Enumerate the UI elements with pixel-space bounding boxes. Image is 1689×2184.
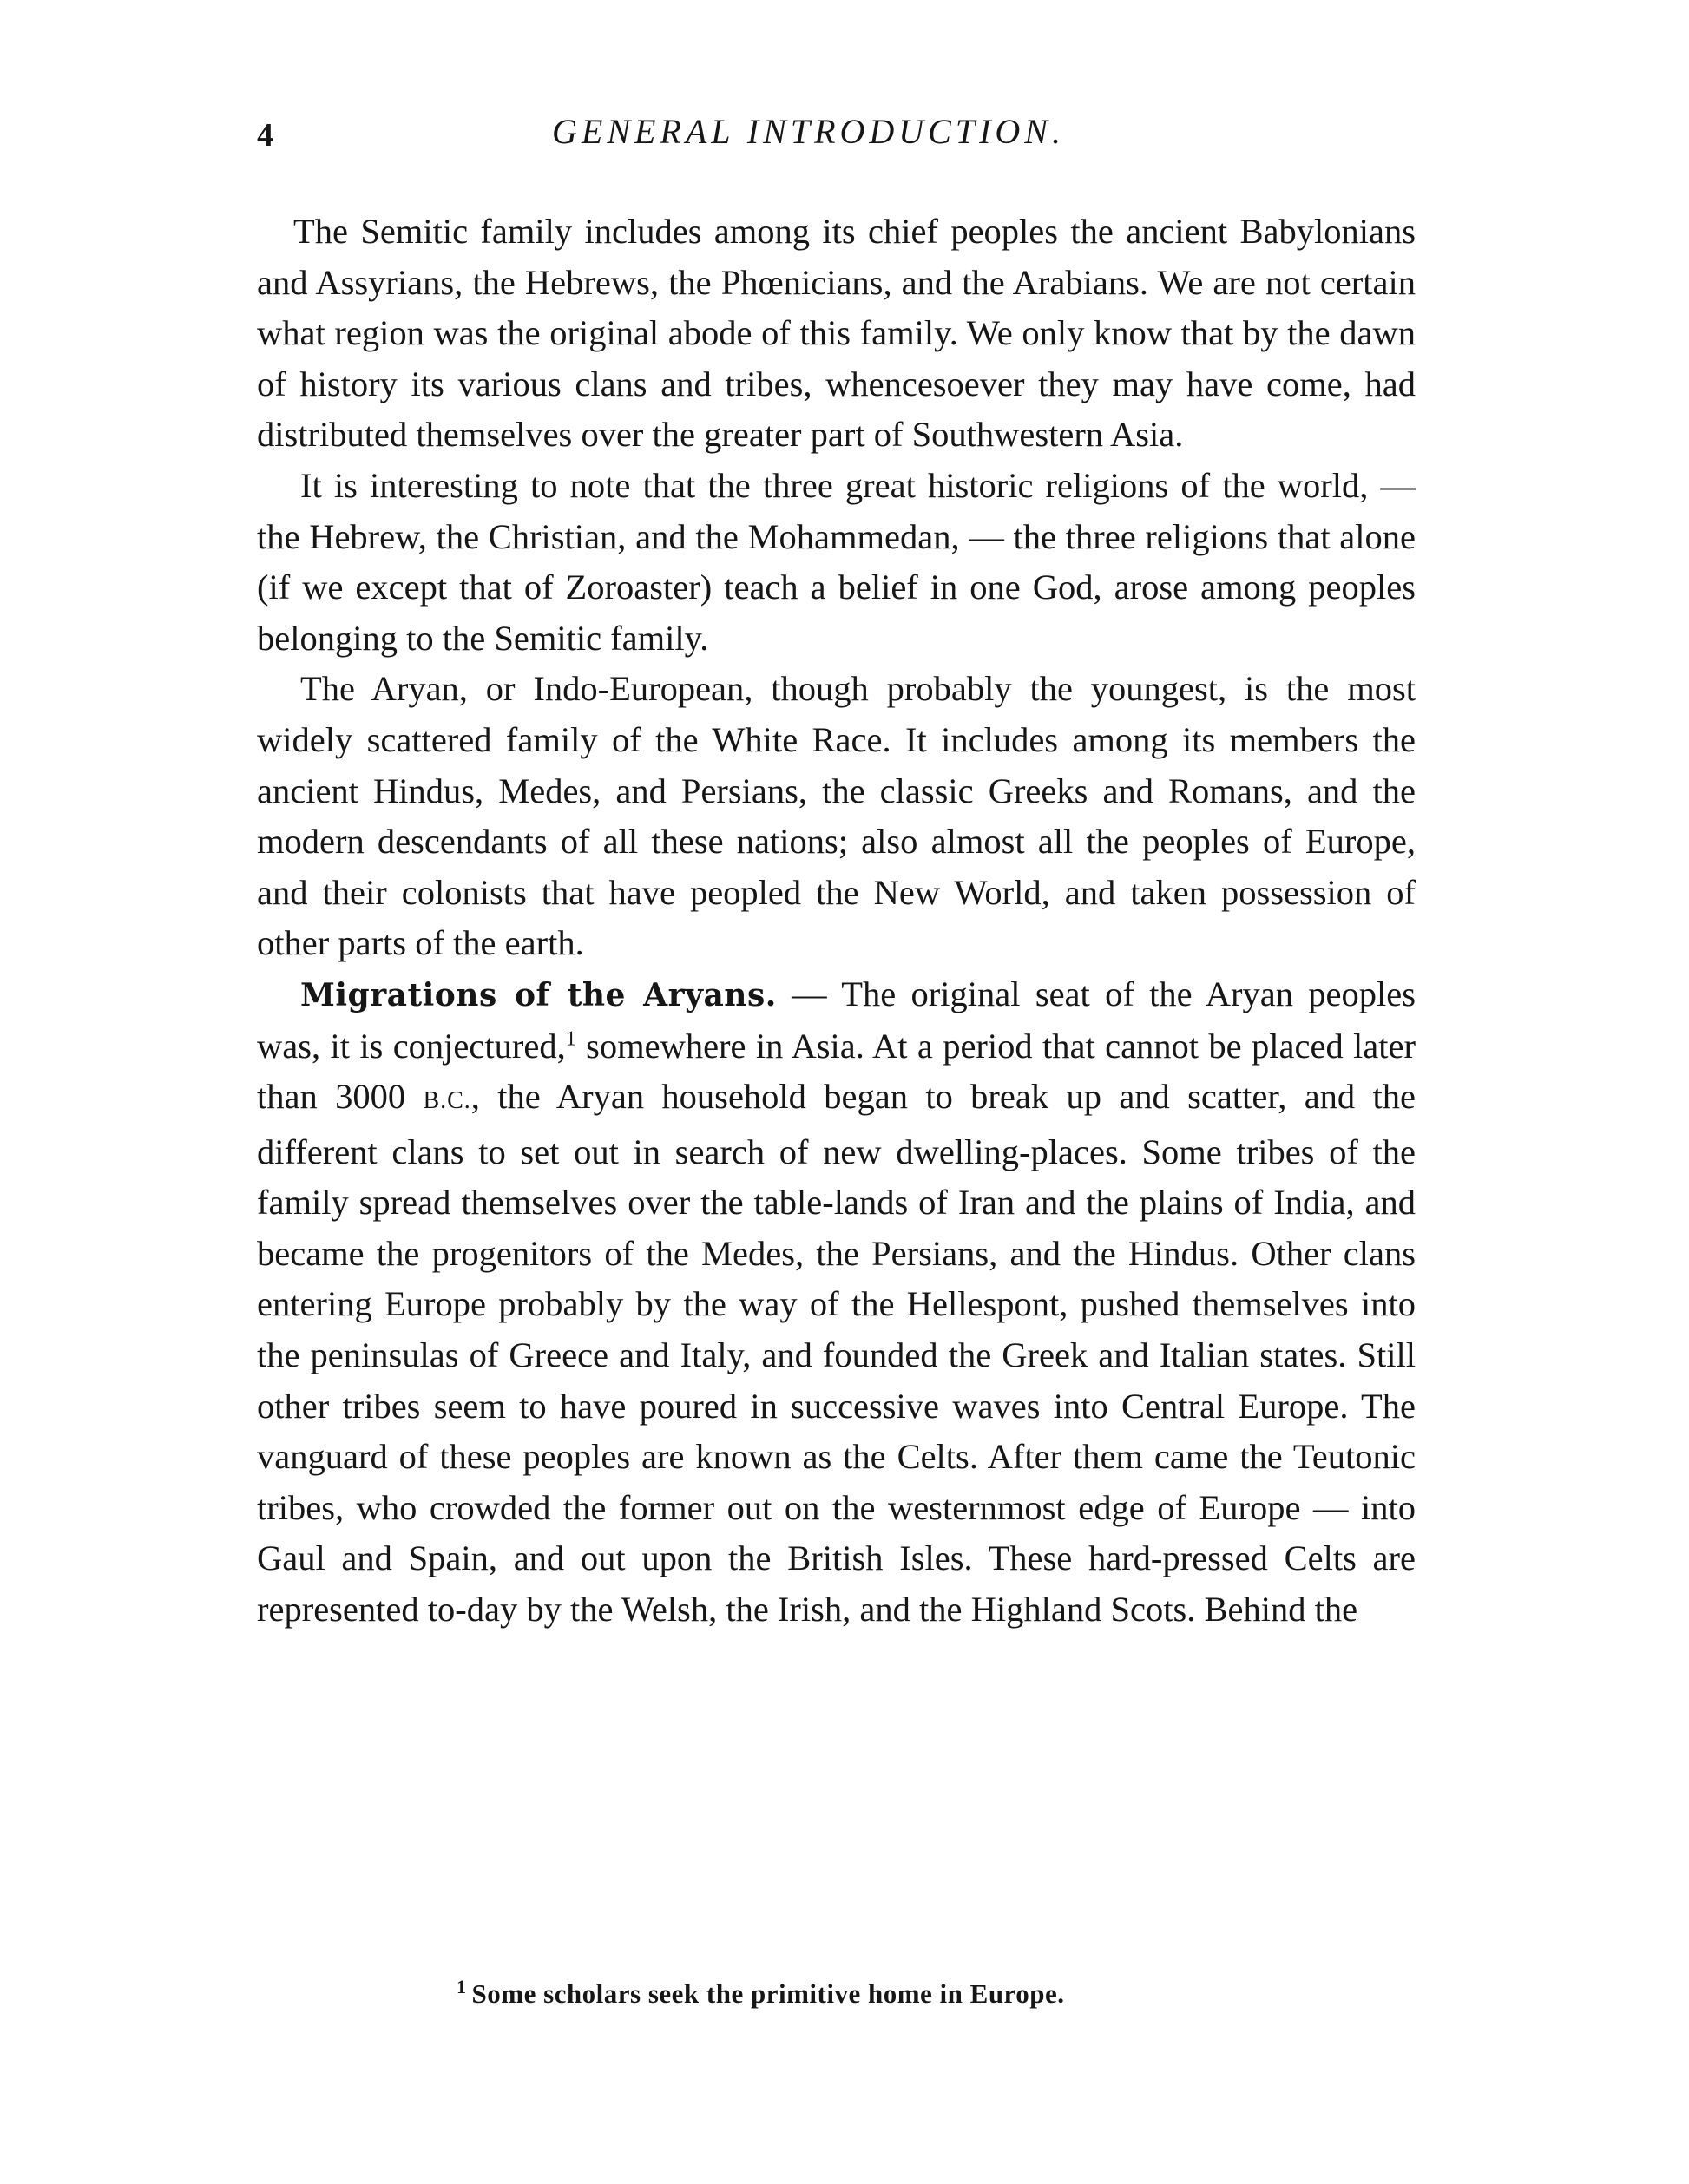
paragraph-semitic-family: The Semitic family includes among its chief peoples the ancient Babylonians and Assyrians, the Hebrews, the Phœnicians, and the Arabians. We are not certain what region was the original abode of this family. We only know that by the dawn of history its various clans and tribes, whencesoever they may have come, had distributed themselves over the greater part of Southwestern Asia. (257, 212, 1416, 455)
page-header (257, 111, 1429, 163)
section-heading: Migrations of the Aryans. (300, 976, 777, 1013)
paragraph-migrations (257, 969, 1416, 1636)
paragraph-religions: It is interesting to note that the three great historic religions of the world, — the Hebrew, the Christian, and the Mohammedan, — the three religions that alone (if we except that of Zoroaster) teach a belief in one God, arose among peoples belonging to the Semitic family. (257, 465, 1416, 658)
footnote (457, 1975, 1065, 2010)
page-number: 4 (257, 117, 273, 154)
body-text (257, 207, 1416, 1636)
paragraph-text: somewhere in Asia. At a period that cannot be placed later than 3000 (257, 1026, 1416, 1117)
footnote-reference: 1 (565, 1027, 576, 1050)
era-abbreviation: B.C. (423, 1087, 471, 1115)
paragraph-text: , the Aryan household began to break up and scatter, and the different clans to set out in search of new dwelling-places. Some tribes of the family spread themselves over the table-lands of Iran and the plains of India, and became the progenitors of the Medes, the Persians, and the Hindus. Other clans entering Europe probably by the way of the Hellespont, pushed themselves into the peninsulas of Greece and Italy, and founded the Greek and Italian states. Still other tribes seem to have poured in successive waves into Central Europe. The vanguard of these peoples are known as the Celts. After them came the Teutonic tribes, who crowded the former out on the westernmost edge of Europe — into Gaul and Spain, and out upon the British Isles. These hard-pressed Celts are represented to-day by the Welsh, the Irish, and the Highland Scots. Behind the (257, 1077, 1416, 1630)
running-head: GENERAL INTRODUCTION. (552, 112, 1065, 151)
paragraph-text: — The original seat of the Aryan peoples was, it is conjectured, (257, 974, 1416, 1066)
footnote-text: Some scholars seek the primitive home in Europe. (471, 1978, 1065, 2009)
paragraph-aryan-family: The Aryan, or Indo-European, though probably the youngest, is the most widely scattered family of the White Race. It includes among its members the ancient Hindus, Medes, and Persians, the classic Greeks and Romans, and the modern descendants of all these nations; also almost all the peoples of Europe, and their colonists that have peopled the New World, and taken possession of other parts of the earth. (257, 669, 1416, 963)
footnote-number: 1 (457, 1975, 467, 1997)
